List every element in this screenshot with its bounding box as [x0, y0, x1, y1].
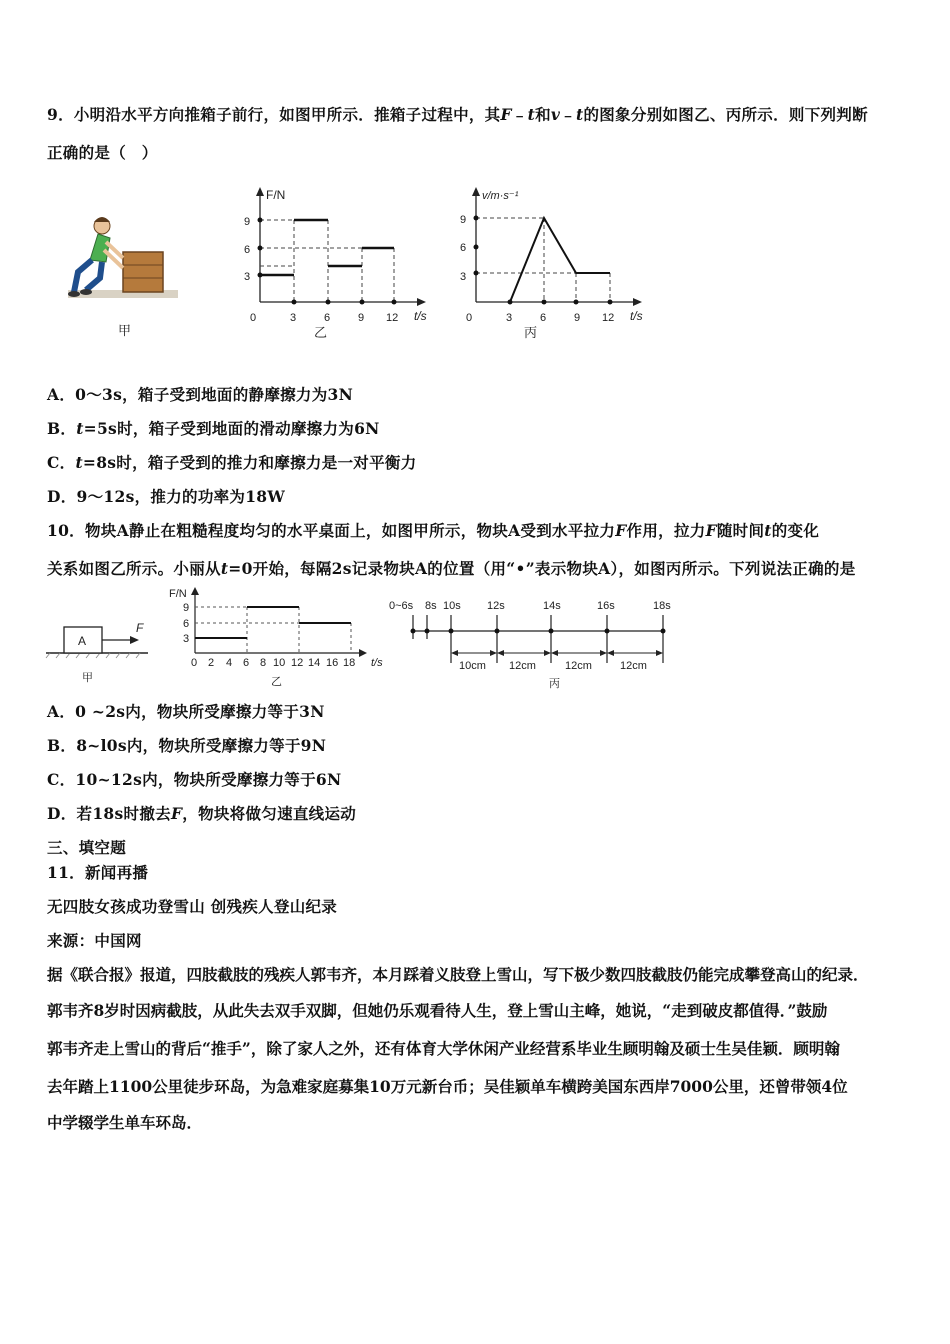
x-tick-2: 2	[208, 657, 215, 669]
force-label: F	[136, 621, 144, 635]
person-pushing-box-illustration	[60, 210, 190, 340]
q10-option-c[interactable]: C．10~12s内，物块所受摩擦力等于6N	[47, 770, 342, 789]
y-tick-3: 3	[460, 271, 467, 283]
x-tick-12: 12	[602, 312, 615, 324]
y-tick-6: 6	[244, 244, 251, 256]
block-label: A	[78, 634, 87, 648]
x-tick-14: 14	[308, 657, 321, 669]
y-axis-label: F/N	[169, 588, 187, 600]
x-tick-9: 9	[574, 312, 581, 324]
time-label-12s: 12s	[487, 600, 505, 612]
figure-caption-yi: 乙	[271, 675, 282, 688]
q9-stem-line1: 9．小明沿水平方向推箱子前行，如图甲所示．推箱子过程中，其F﹣t和v﹣t的图象分别如图乙、丙所示．则下列判断	[47, 105, 868, 124]
distance-label-2: 12cm	[509, 660, 536, 672]
x-tick-6: 6	[243, 657, 250, 669]
force-time-graph	[165, 585, 395, 690]
x-tick-16: 16	[326, 657, 339, 669]
q11-source: 来源：中国网	[47, 931, 142, 950]
x-axis-label: t/s	[371, 657, 383, 669]
q9-graph-yi	[236, 185, 436, 345]
distance-label-3: 12cm	[565, 660, 592, 672]
time-label-0-6s: 0~6s	[389, 600, 414, 612]
y-tick-9: 9	[183, 602, 190, 614]
x-tick-12: 12	[386, 312, 399, 324]
q10-option-d[interactable]: D．若18s时撤去F，物块将做匀速直线运动	[47, 804, 357, 823]
x-tick-8: 8	[260, 657, 267, 669]
q10-figure-bing	[385, 595, 685, 690]
section-heading: 三、填空题	[47, 838, 127, 857]
y-tick-3: 3	[244, 271, 251, 283]
time-label-10s: 10s	[443, 600, 461, 612]
q11-paragraph-line4: 去年踏上1100公里徒步环岛，为急难家庭募集10万元新台币；吴佳颖单车横跨美国东西岸7000公里，还曾带领4位	[47, 1077, 848, 1096]
q11-paragraph-line1: 据《联合报》报道，四肢截肢的残疾人郭韦齐，本月踩着义肢登上雪山，写下极少数四肢截肢仍能完成攀登高山的纪录．	[47, 965, 869, 984]
q10-figure-jia	[44, 615, 154, 685]
time-label-18s: 18s	[653, 600, 671, 612]
y-tick-9: 9	[244, 216, 251, 228]
q9-figure-jia	[60, 210, 190, 340]
q9-option-c[interactable]: C．t=8s时，箱子受到的推力和摩擦力是一对平衡力	[47, 453, 417, 472]
x-tick-10: 10	[273, 657, 286, 669]
figure-caption-jia: 甲	[82, 671, 93, 684]
y-tick-3: 3	[183, 633, 190, 645]
x-tick-9: 9	[358, 312, 365, 324]
x-axis-label: t/s	[414, 309, 427, 323]
y-axis-label: F/N	[266, 188, 286, 202]
figure-caption-jia: 甲	[118, 324, 132, 339]
time-label-8s: 8s	[425, 600, 437, 612]
block-on-table-diagram	[44, 615, 154, 685]
x-tick-0: 0	[466, 312, 473, 324]
q10-option-a[interactable]: A．0 ~2s内，物块所受摩擦力等于3N	[47, 702, 325, 721]
distance-label-4: 12cm	[620, 660, 647, 672]
figure-caption-yi: 乙	[314, 326, 328, 341]
x-tick-3: 3	[290, 312, 297, 324]
figure-caption-bing: 丙	[524, 326, 538, 341]
x-tick-6: 6	[540, 312, 547, 324]
q10-graph-yi	[165, 585, 395, 690]
q10-stem-line2: 关系如图乙所示。小丽从t=0开始，每隔2s记录物块A的位置（用“•”表示物块A），如图丙所示。下列说法正确的是	[47, 559, 856, 578]
y-tick-6: 6	[183, 618, 190, 630]
force-time-graph	[236, 185, 436, 345]
q11-paragraph-line3: 郭韦齐走上雪山的背后“推手”，除了家人之外，还有体育大学休闲产业经营系毕业生顾明翰及硕士生吴佳颖．顾明翰	[47, 1039, 840, 1058]
q11-headline: 无四肢女孩成功登雪山 创残疾人登山纪录	[47, 897, 338, 916]
q9-option-a[interactable]: A．0～3s，箱子受到地面的静摩擦力为3N	[47, 385, 354, 404]
time-label-16s: 16s	[597, 600, 615, 612]
position-timeline	[385, 595, 685, 690]
q11-paragraph-line2: 郭韦齐8岁时因病截肢，从此失去双手双脚，但她仍乐观看待人生，登上雪山主峰，她说，“走到破皮都值得．”鼓励	[47, 1001, 828, 1020]
time-label-14s: 14s	[543, 600, 561, 612]
figure-caption-bing: 丙	[549, 677, 560, 690]
q10-option-b[interactable]: B．8~l0s内，物块所受摩擦力等于9N	[47, 736, 327, 755]
x-tick-12: 12	[291, 657, 304, 669]
x-axis-label: t/s	[630, 309, 643, 323]
q9-stem-line2: 正确的是（ ）	[47, 143, 158, 162]
x-tick-3: 3	[506, 312, 513, 324]
x-tick-0: 0	[191, 657, 198, 669]
q10-stem-line1: 10．物块A静止在粗糙程度均匀的水平桌面上，如图甲所示，物块A受到水平拉力F作用，拉力F随时间t的变化	[47, 521, 820, 540]
velocity-time-graph	[452, 185, 652, 345]
y-axis-label: v/m·s⁻¹	[482, 190, 519, 202]
x-tick-6: 6	[324, 312, 331, 324]
y-tick-6: 6	[460, 242, 467, 254]
q9-option-b[interactable]: B．t=5s时，箱子受到地面的滑动摩擦力为6N	[47, 419, 380, 438]
y-tick-9: 9	[460, 214, 467, 226]
q9-option-d[interactable]: D．9～12s，推力的功率为18W	[47, 487, 286, 506]
q9-graph-bing	[452, 185, 652, 345]
x-tick-18: 18	[343, 657, 356, 669]
q11-paragraph-line5: 中学辍学生单车环岛．	[47, 1113, 203, 1132]
x-tick-0: 0	[250, 312, 257, 324]
x-tick-4: 4	[226, 657, 233, 669]
q11-title: 11．新闻再播	[47, 863, 149, 882]
distance-label-1: 10cm	[459, 660, 486, 672]
